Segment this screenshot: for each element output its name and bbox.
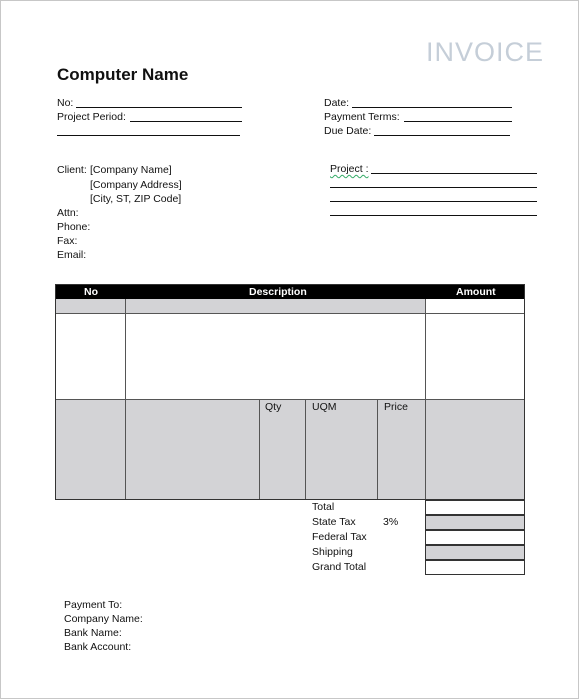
col-amount-header: Amount bbox=[456, 286, 496, 298]
table-row bbox=[126, 400, 260, 499]
total-label: Total bbox=[312, 501, 335, 513]
col-no-header: No bbox=[84, 286, 98, 298]
client-label: Client: bbox=[57, 164, 87, 176]
project-line-3 bbox=[330, 201, 537, 202]
fax-label: Fax: bbox=[57, 235, 78, 247]
items-table bbox=[55, 284, 525, 500]
payment-company-name-label: Company Name: bbox=[64, 613, 143, 625]
table-row bbox=[426, 299, 524, 314]
no-field-line bbox=[76, 107, 242, 108]
uqm-cell bbox=[306, 400, 378, 499]
table-row[interactable] bbox=[126, 314, 426, 400]
total-field[interactable] bbox=[425, 500, 525, 515]
table-row bbox=[126, 299, 426, 314]
project-line-1 bbox=[371, 173, 537, 174]
grand-total-field[interactable] bbox=[425, 560, 525, 575]
payment-to-label: Payment To: bbox=[64, 599, 123, 611]
state-tax-label: State Tax bbox=[312, 516, 356, 528]
state-tax-rate: 3% bbox=[383, 516, 399, 528]
table-row bbox=[56, 400, 126, 499]
federal-tax-field[interactable] bbox=[425, 530, 525, 545]
bank-name-label: Bank Name: bbox=[64, 627, 122, 639]
no-label: No: bbox=[57, 97, 74, 109]
col-description-header: Description bbox=[249, 286, 307, 298]
due-date-line bbox=[374, 135, 510, 136]
shipping-label: Shipping bbox=[312, 546, 353, 558]
table-header bbox=[56, 285, 524, 299]
table-row bbox=[426, 400, 524, 499]
bank-account-label: Bank Account: bbox=[64, 641, 132, 653]
price-cell bbox=[378, 400, 426, 499]
uqm-label: UQM bbox=[312, 401, 337, 413]
invoice-title: INVOICE bbox=[426, 37, 545, 67]
payment-terms-line bbox=[404, 121, 512, 122]
table-row[interactable] bbox=[56, 314, 126, 400]
project-period-label: Project Period: bbox=[57, 111, 126, 123]
phone-label: Phone: bbox=[57, 221, 91, 233]
company-name: Computer Name bbox=[57, 65, 189, 84]
project-period-line bbox=[130, 121, 242, 122]
table-row bbox=[56, 299, 126, 314]
project-line-2 bbox=[330, 187, 537, 188]
due-date-label: Due Date: bbox=[324, 125, 372, 137]
email-label: Email: bbox=[57, 249, 87, 261]
client-company-address: [Company Address] bbox=[90, 179, 182, 191]
table-row[interactable] bbox=[426, 314, 524, 400]
payment-terms-label: Payment Terms: bbox=[324, 111, 400, 123]
attn-label: Attn: bbox=[57, 207, 79, 219]
state-tax-field[interactable] bbox=[425, 515, 525, 530]
project-label: Project : bbox=[330, 163, 369, 175]
qty-label: Qty bbox=[265, 401, 282, 413]
client-company-name: [Company Name] bbox=[90, 164, 172, 176]
grand-total-label: Grand Total bbox=[312, 561, 367, 573]
project-line-4 bbox=[330, 215, 537, 216]
date-label: Date: bbox=[324, 97, 350, 109]
price-label: Price bbox=[384, 401, 408, 413]
federal-tax-label: Federal Tax bbox=[312, 531, 367, 543]
client-city-st-zip: [City, ST, ZIP Code] bbox=[90, 193, 182, 205]
qty-cell bbox=[260, 400, 306, 499]
project-period-line-2 bbox=[57, 135, 240, 136]
date-field-line bbox=[352, 107, 512, 108]
shipping-field[interactable] bbox=[425, 545, 525, 560]
